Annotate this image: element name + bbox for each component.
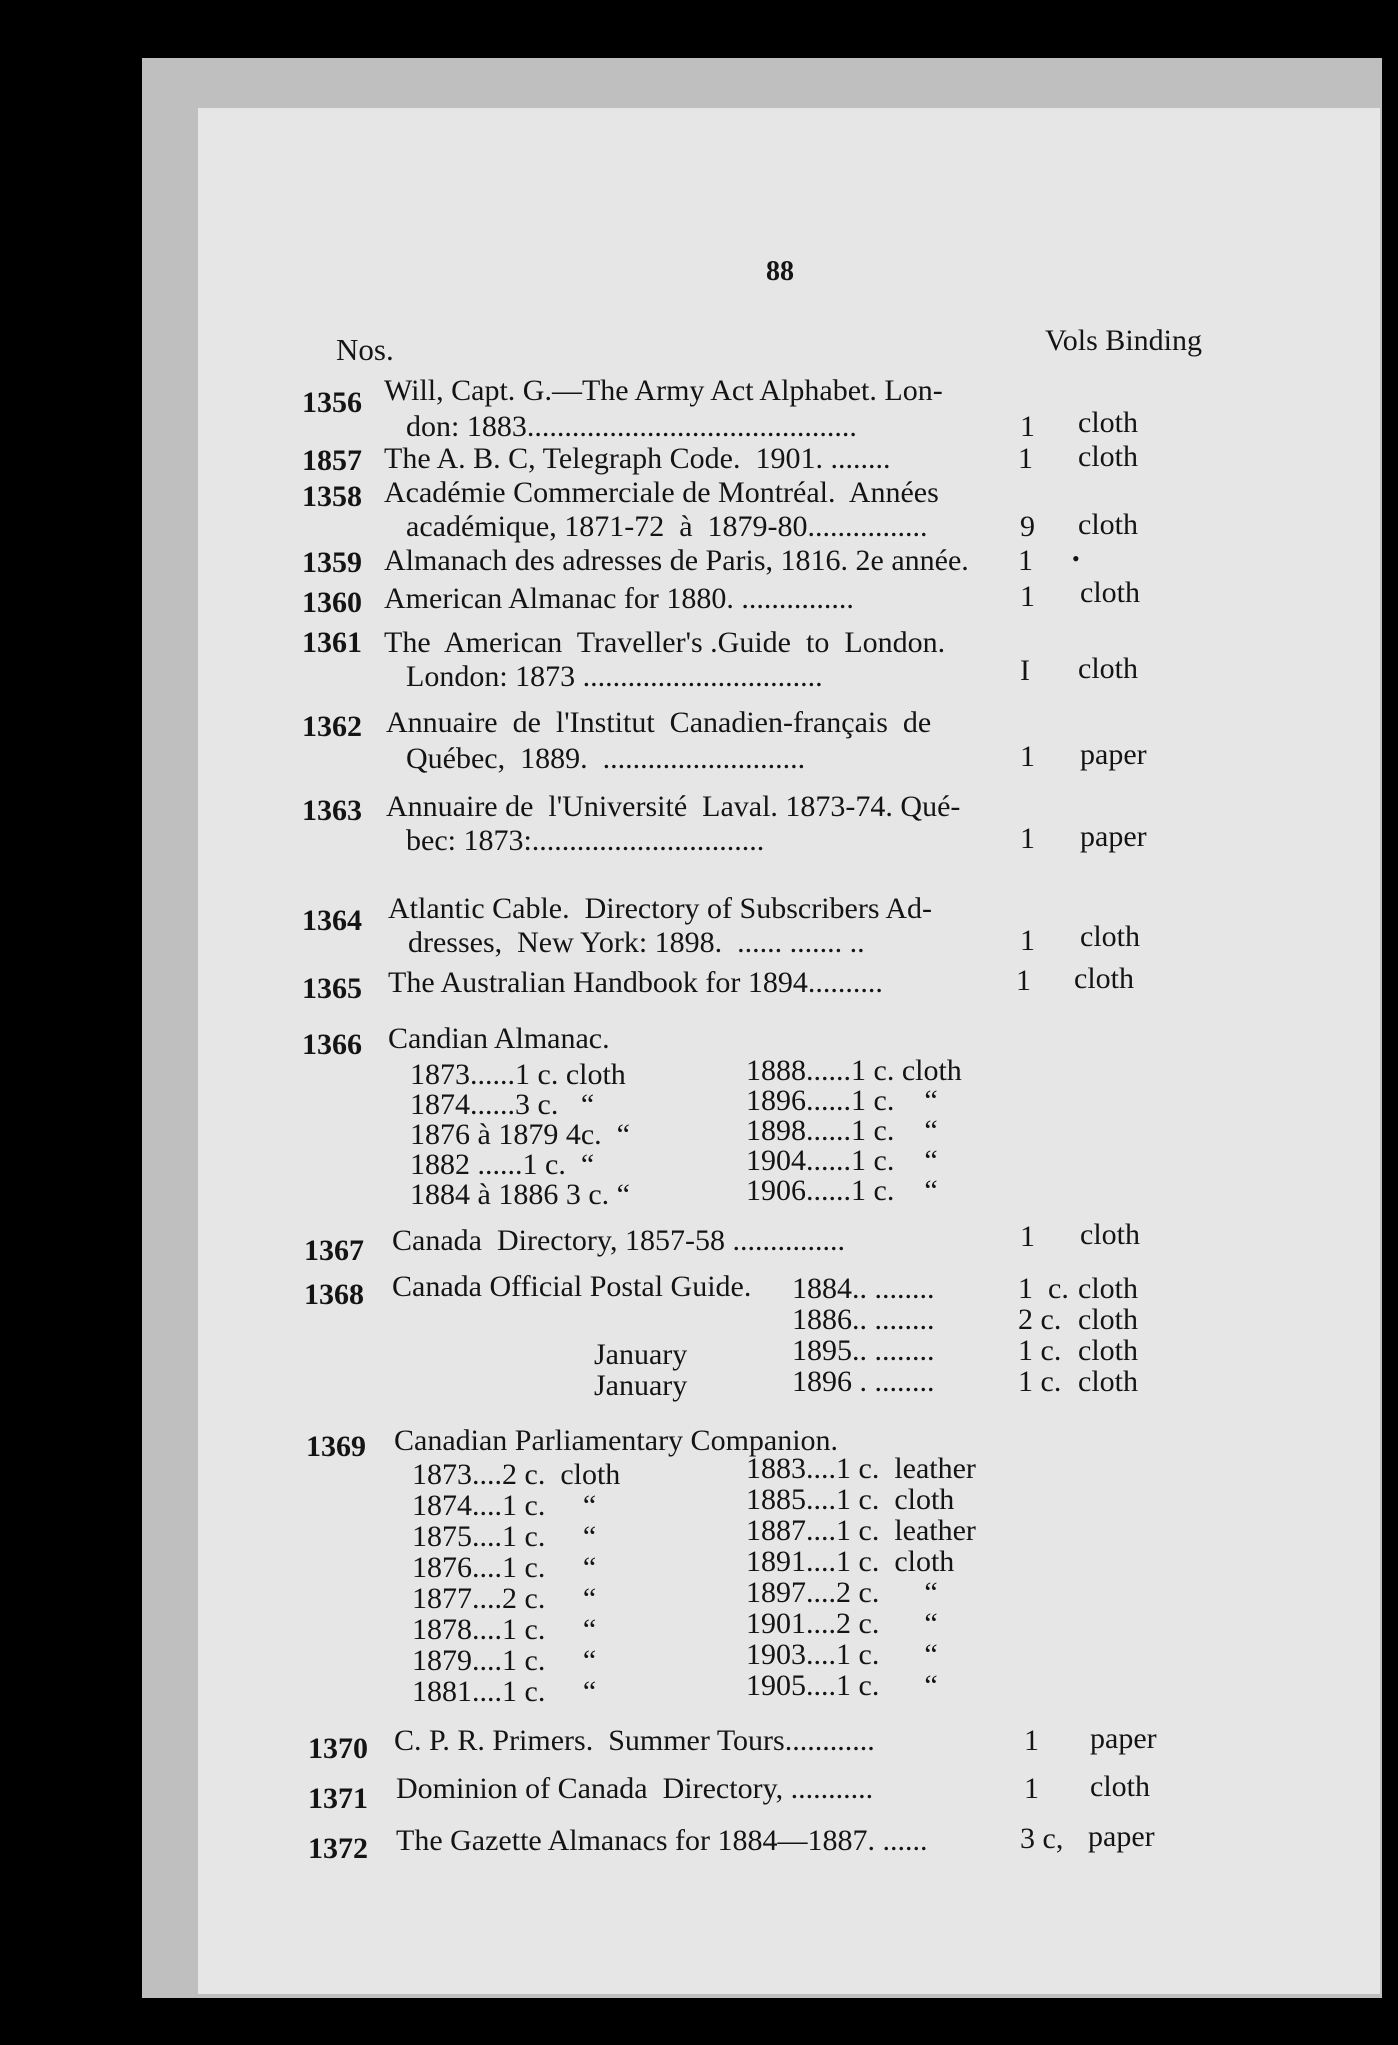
- entry-binding: cloth: [1080, 576, 1140, 609]
- entry-number: 1358: [302, 480, 362, 513]
- entry-text-line: Almanach des adresses de Paris, 1816. 2e année.: [384, 544, 969, 577]
- companion-year-row: 1887....1 c. leather: [746, 1514, 976, 1547]
- entry-vols: 1: [1018, 442, 1033, 475]
- entry-vols: 1: [1024, 1772, 1039, 1805]
- almanac-year-row: 1896......1 c. “: [746, 1084, 938, 1117]
- page: [198, 108, 1380, 1994]
- entry-binding: •: [1072, 546, 1080, 571]
- almanac-year-row: 1884 à 1886 3 c. “: [410, 1178, 630, 1211]
- entry-text-line: Dominion of Canada Directory, ...........: [396, 1772, 874, 1805]
- entry-text-line: Annuaire de l'Université Laval. 1873-74. Qué-: [386, 790, 961, 823]
- almanac-year-row: 1898......1 c. “: [746, 1114, 938, 1147]
- entry-text-line: The Australian Handbook for 1894..........: [388, 966, 883, 999]
- almanac-year-row: 1888......1 c. cloth: [746, 1054, 962, 1087]
- almanac-year-row: 1904......1 c. “: [746, 1144, 938, 1177]
- companion-year-row: 1874....1 c. “: [412, 1489, 597, 1522]
- postal-year: 1886.. ........: [792, 1303, 935, 1336]
- entry-vols: 1: [1016, 964, 1031, 997]
- companion-year-row: 1885....1 c. cloth: [746, 1483, 955, 1516]
- postal-year: 1884.. ........: [792, 1272, 935, 1305]
- entry-text-line: bec: 1873:...............................: [406, 824, 765, 857]
- entry-text-line: The American Traveller's .Guide to London.: [384, 626, 946, 659]
- entry-vols: 1: [1024, 1724, 1039, 1757]
- entry-number: 1363: [302, 794, 362, 827]
- entry-text-line: don: 1883............................................: [406, 410, 857, 443]
- entry-number: 1356: [302, 386, 362, 419]
- entry-number: 1359: [302, 546, 362, 579]
- entry-binding: cloth: [1078, 406, 1138, 439]
- postal-vols: 1 c.: [1018, 1365, 1062, 1398]
- entry-binding: cloth: [1090, 1770, 1150, 1803]
- entry-binding: cloth: [1078, 652, 1138, 685]
- entry-number: 1369: [306, 1430, 366, 1463]
- entry-binding: cloth: [1078, 440, 1138, 473]
- companion-year-row: 1877....2 c. “: [412, 1582, 597, 1615]
- postal-binding: cloth: [1078, 1272, 1138, 1305]
- postal-binding: cloth: [1078, 1365, 1138, 1398]
- companion-year-row: 1876....1 c. “: [412, 1551, 597, 1584]
- entry-text-line: Annuaire de l'Institut Canadien-français de: [386, 706, 932, 739]
- companion-year-row: 1873....2 c. cloth: [412, 1458, 621, 1491]
- postal-year: 1896 . ........: [792, 1365, 935, 1398]
- entry-vols: 1: [1020, 822, 1035, 855]
- companion-year-row: 1901....2 c. “: [746, 1607, 938, 1640]
- entry-binding: paper: [1090, 1722, 1157, 1755]
- entry-title: Canada Official Postal Guide.: [392, 1270, 752, 1303]
- entry-vols: 1: [1018, 544, 1033, 577]
- entry-text-line: Canada Directory, 1857-58 ...............: [392, 1224, 845, 1257]
- entry-binding: paper: [1080, 820, 1147, 853]
- almanac-year-row: 1873......1 c. cloth: [410, 1058, 626, 1091]
- postal-vols: 1 c.: [1018, 1272, 1069, 1305]
- companion-year-row: 1879....1 c. “: [412, 1644, 597, 1677]
- entry-number: 1360: [302, 586, 362, 619]
- postal-year: 1895.. ........: [792, 1334, 935, 1367]
- companion-year-row: 1883....1 c. leather: [746, 1452, 976, 1485]
- entry-vols: I: [1020, 654, 1030, 687]
- companion-year-row: 1891....1 c. cloth: [746, 1545, 955, 1578]
- entry-number: 1368: [304, 1278, 364, 1311]
- entry-text-line: American Almanac for 1880. ...............: [384, 582, 854, 615]
- entry-number: 1361: [302, 626, 362, 659]
- entry-text-line: Académie Commerciale de Montréal. Années: [384, 476, 939, 509]
- almanac-year-row: 1874......3 c. “: [410, 1088, 595, 1121]
- almanac-year-row: 1882 ......1 c. “: [410, 1148, 595, 1181]
- entry-title: Candian Almanac.: [388, 1022, 610, 1055]
- entry-binding: cloth: [1078, 508, 1138, 541]
- entry-binding: paper: [1088, 1820, 1155, 1853]
- entry-vols: 1: [1020, 1220, 1035, 1253]
- entry-vols: 9: [1020, 510, 1035, 543]
- entry-number: 1362: [302, 710, 362, 743]
- entry-number: 1371: [308, 1782, 368, 1815]
- entry-vols: 3 c,: [1020, 1822, 1064, 1855]
- entry-text-line: dresses, New York: 1898. ...... ....... ..: [408, 926, 865, 959]
- entry-number: 1365: [302, 972, 362, 1005]
- almanac-year-row: 1876 à 1879 4c. “: [410, 1118, 630, 1151]
- entry-vols: 1: [1020, 924, 1035, 957]
- companion-year-row: 1875....1 c. “: [412, 1520, 597, 1553]
- entry-text-line: London: 1873 ................................: [406, 660, 823, 693]
- entry-text-line: C. P. R. Primers. Summer Tours............: [394, 1724, 875, 1757]
- entry-text-line: Québec, 1889. ...........................: [406, 742, 806, 775]
- entry-binding: cloth: [1074, 962, 1134, 995]
- entry-title: Canadian Parliamentary Companion.: [394, 1424, 839, 1457]
- postal-vols: 1 c.: [1018, 1334, 1062, 1367]
- entry-number: 1364: [302, 904, 362, 937]
- entry-vols: 1: [1020, 580, 1035, 613]
- postal-month: January: [594, 1369, 688, 1402]
- entry-number: 1367: [304, 1234, 364, 1267]
- entry-text-line: Will, Capt. G.—The Army Act Alphabet. Lon-: [384, 374, 943, 407]
- header-vols-binding: Vols Binding: [1045, 324, 1202, 357]
- postal-month: January: [594, 1338, 688, 1371]
- entry-text-line: The A. B. C, Telegraph Code. 1901. ........: [384, 442, 891, 475]
- postal-binding: cloth: [1078, 1334, 1138, 1367]
- entry-binding: paper: [1080, 738, 1147, 771]
- header-nos: Nos.: [336, 332, 394, 367]
- entry-vols: 1: [1020, 740, 1035, 773]
- page-number: 88: [766, 256, 794, 287]
- companion-year-row: 1881....1 c. “: [412, 1675, 597, 1708]
- page-content: [198, 108, 1380, 1994]
- companion-year-row: 1905....1 c. “: [746, 1669, 938, 1702]
- entry-text-line: Atlantic Cable. Directory of Subscribers Ad-: [388, 892, 933, 925]
- entry-number: 1372: [308, 1832, 368, 1865]
- entry-binding: cloth: [1080, 920, 1140, 953]
- entry-text-line: académique, 1871-72 à 1879-80................: [406, 510, 928, 543]
- entry-number: 1857: [302, 444, 362, 477]
- companion-year-row: 1878....1 c. “: [412, 1613, 597, 1646]
- entry-vols: 1: [1020, 410, 1035, 443]
- postal-binding: cloth: [1078, 1303, 1138, 1336]
- entry-binding: cloth: [1080, 1218, 1140, 1251]
- almanac-year-row: 1906......1 c. “: [746, 1174, 938, 1207]
- entry-number: 1366: [302, 1028, 362, 1061]
- companion-year-row: 1897....2 c. “: [746, 1576, 938, 1609]
- companion-year-row: 1903....1 c. “: [746, 1638, 938, 1671]
- postal-vols: 2 c.: [1018, 1303, 1062, 1336]
- entry-number: 1370: [308, 1732, 368, 1765]
- entry-text-line: The Gazette Almanacs for 1884—1887. ......: [396, 1824, 928, 1857]
